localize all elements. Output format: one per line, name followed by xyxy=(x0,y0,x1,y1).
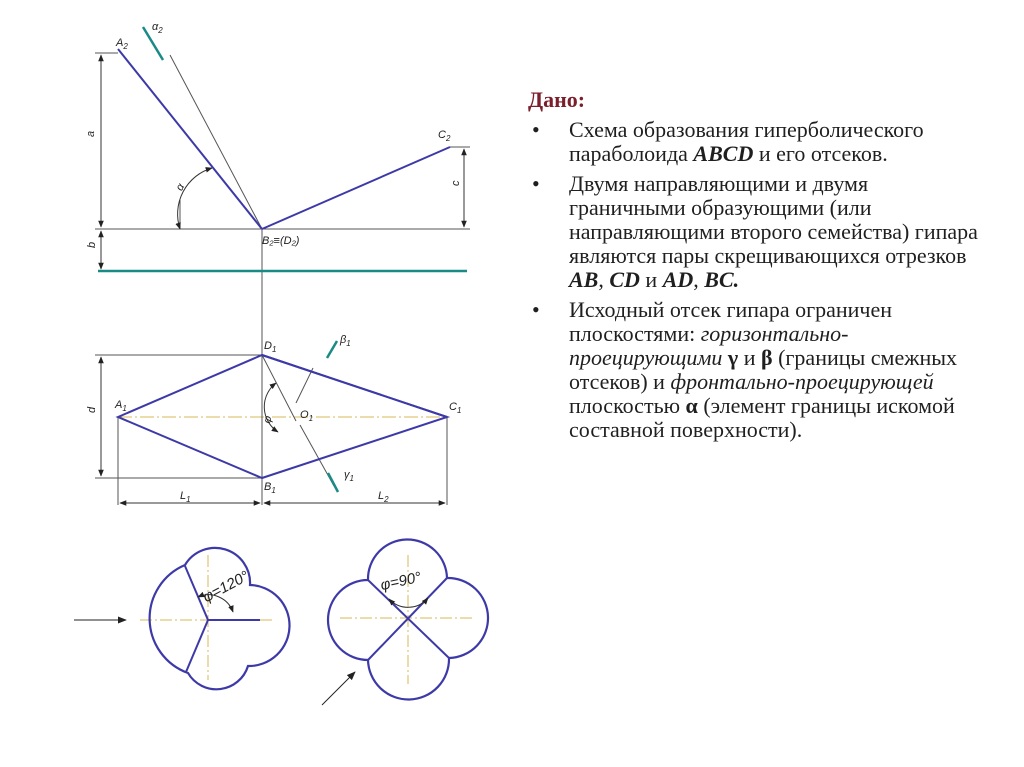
b2-sep2: и xyxy=(639,267,663,292)
b3-alpha: α xyxy=(685,393,698,418)
list-item-1 xyxy=(528,118,978,166)
label-c2: $C_2$ xyxy=(438,129,451,143)
label-phi: φ xyxy=(261,414,275,425)
three-lobe-diagram xyxy=(74,548,290,689)
alpha-arc-base-line xyxy=(170,55,262,229)
b3-tail: (элемент границы искомой составной поверхности). xyxy=(569,393,955,442)
b3-adjacent: (границы смежных отсеков) и xyxy=(569,345,957,394)
three-lobe-divider-3 xyxy=(186,620,208,672)
b3-beta: β xyxy=(760,345,773,370)
list-item-2 xyxy=(528,172,978,292)
top-view xyxy=(86,334,461,505)
b1-tail: и его отсеков. xyxy=(753,141,888,166)
label-phi-90: φ=90° xyxy=(378,568,423,595)
view-arrow-diagonal xyxy=(322,672,355,705)
segment-b2c2 xyxy=(262,147,450,229)
dim-label-d: d xyxy=(86,406,98,413)
dim-label-c: c xyxy=(450,180,462,186)
label-a1: $A_1$ xyxy=(115,399,127,413)
plane-gamma-trace xyxy=(328,473,338,492)
dim-label-l2: $L_2$ xyxy=(378,490,389,504)
b2-sep1: , xyxy=(598,267,610,292)
four-lobe-diagram xyxy=(322,539,488,705)
b3-frontal-projecting: фронтально-проецирующей xyxy=(670,369,934,394)
label-b1: $B_1$ xyxy=(264,481,276,495)
segment-d1-c1-diagonal xyxy=(262,355,447,417)
b3-plane: плоскостью xyxy=(569,393,686,418)
b2-text: Двумя направляющими и двумя граничными образующими (или направляющими второго семейства) гипара являются пары скрещивающихся отрезков xyxy=(569,171,978,268)
bullet-1: • xyxy=(532,117,540,142)
b2-ad: AD xyxy=(662,267,694,292)
b2-bc: BC. xyxy=(704,267,740,292)
b1-text: Схема образования гиперболического параболоида xyxy=(569,117,924,166)
bullet-2: • xyxy=(532,171,540,196)
b3-and: и xyxy=(738,345,761,370)
plane-beta-trace xyxy=(327,341,337,358)
b2-sep3: , xyxy=(693,267,705,292)
b2-ab: AB xyxy=(569,267,599,292)
label-b2-d2: B₂≡(D₂) xyxy=(262,235,300,247)
three-lobe-outline xyxy=(150,548,290,689)
label-phi-120: φ=120° xyxy=(199,567,252,606)
label-o1: $O_1$ xyxy=(300,409,314,423)
dim-label-l1: $L_1$ xyxy=(180,490,191,504)
beta-thin-line xyxy=(296,368,313,403)
heading-given: Дано: xyxy=(528,87,586,112)
label-alpha: α xyxy=(173,181,188,193)
given-text-panel xyxy=(528,88,978,448)
front-view xyxy=(85,21,470,355)
b1-abcd: ABCD xyxy=(693,141,754,166)
label-alpha2: $\alpha_2$ xyxy=(152,21,163,35)
dim-label-b: b xyxy=(86,241,98,248)
b3-text: Исходный отсек гипара ограничен плоскостями: xyxy=(569,297,893,346)
b3-horizontal-projecting: горизонтально-проецирующими xyxy=(569,321,849,370)
segment-a2b2 xyxy=(118,49,262,229)
label-d1: $D_1$ xyxy=(264,340,277,354)
b2-cd: CD xyxy=(609,267,640,292)
given-list xyxy=(528,118,978,442)
label-c1: $C_1$ xyxy=(449,401,462,415)
label-a2: $A_2$ xyxy=(116,37,128,51)
list-item-3 xyxy=(528,298,978,442)
alpha-angle-arc xyxy=(178,168,212,229)
bullet-3: • xyxy=(532,297,540,322)
b3-gamma: γ xyxy=(727,345,739,370)
dim-label-a: a xyxy=(85,130,97,137)
label-beta1: $\beta_1$ xyxy=(340,334,351,348)
label-gamma1: $\gamma_1$ xyxy=(344,469,354,483)
